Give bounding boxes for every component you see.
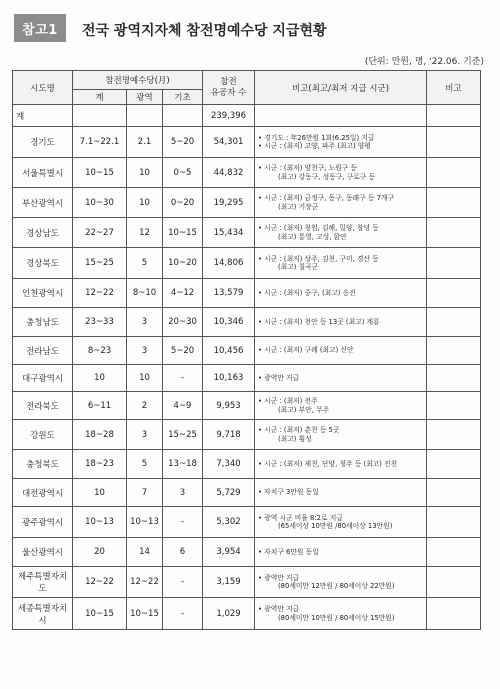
recipients-cell: 15,434 <box>203 218 255 248</box>
remark-line: • 자치구 6만원 동일 <box>258 547 319 556</box>
note-cell <box>427 450 481 479</box>
remark-line: • 자치구 3만원 동일 <box>258 488 319 497</box>
table-row <box>13 337 481 365</box>
remark-cell <box>255 420 427 450</box>
note-cell <box>427 598 481 630</box>
note-cell <box>427 337 481 365</box>
remark-cell <box>255 127 427 158</box>
metro-cell: 12~22 <box>127 567 163 598</box>
basic-cell: 13~18 <box>163 450 203 479</box>
metro-cell: 10~13 <box>127 507 163 538</box>
remark-line: (최고) 횡성 <box>278 434 312 443</box>
note-cell <box>427 507 481 538</box>
recipients-cell: 10,346 <box>203 308 255 337</box>
remark-line: • 시군 : (최저) 고양, 파주 (최고) 양평 <box>258 142 371 150</box>
note-cell <box>427 248 481 279</box>
region-cell: 경기도 <box>13 127 73 158</box>
header-allowance-group: 참전명예수당(月) <box>73 71 203 90</box>
metro-cell: 2.1 <box>127 127 163 158</box>
remark-line: • 광역만 지급 <box>258 573 300 582</box>
total-cell: 10~13 <box>73 507 127 538</box>
remark-cell <box>255 392 427 420</box>
table-row <box>13 420 481 450</box>
note-cell <box>427 218 481 248</box>
recipients-cell: 1,029 <box>203 598 255 630</box>
basic-cell: 3 <box>163 479 203 507</box>
metro-cell: 12 <box>127 218 163 248</box>
note-cell <box>427 365 481 392</box>
header-metro: 광역 <box>127 90 163 105</box>
table-row <box>13 365 481 392</box>
region-cell: 인천광역시 <box>13 279 73 308</box>
recipients-cell: 9,718 <box>203 420 255 450</box>
total-row <box>13 105 481 127</box>
remark-cell <box>255 279 427 308</box>
region-cell: 대구광역시 <box>13 365 73 392</box>
basic-cell: - <box>163 567 203 598</box>
allowance-table <box>12 70 481 630</box>
total-cell: 22~27 <box>73 218 127 248</box>
remark-cell <box>255 158 427 188</box>
document-header <box>10 8 490 44</box>
basic-cell: 20~30 <box>163 308 203 337</box>
basic-cell: 5~20 <box>163 337 203 365</box>
note-cell <box>427 479 481 507</box>
remark-cell <box>255 218 427 248</box>
remark-line: • 시군 : (최저) 창원, 김해, 밀양, 창녕 등 <box>258 224 379 233</box>
remark-line: (80세미만 10만원 / 80세이상 15만원) <box>278 613 395 622</box>
recipients-cell: 5,302 <box>203 507 255 538</box>
remark-cell <box>255 308 427 337</box>
remark-line: (최고) 칠곡군 <box>278 263 319 271</box>
table-body <box>13 105 481 630</box>
note-cell <box>427 279 481 308</box>
remark-line: (65세이상 10만원 /80세이상 13만원) <box>278 522 393 530</box>
metro-cell: 3 <box>127 337 163 365</box>
region-cell: 부산광역시 <box>13 188 73 218</box>
total-row-recipients: 239,396 <box>203 105 255 127</box>
basic-cell: 0~5 <box>163 158 203 188</box>
recipients-cell: 3,954 <box>203 538 255 567</box>
region-cell: 충청남도 <box>13 308 73 337</box>
basic-cell: 4~9 <box>163 392 203 420</box>
remark-line: • 광역만 지급 <box>258 605 300 614</box>
region-cell: 서울특별시 <box>13 158 73 188</box>
recipients-cell: 9,953 <box>203 392 255 420</box>
total-cell: 10~15 <box>73 158 127 188</box>
region-cell: 전라북도 <box>13 392 73 420</box>
basic-cell: 4~12 <box>163 279 203 308</box>
table-row <box>13 598 481 630</box>
header-total: 계 <box>73 90 127 105</box>
remark-line: (80세미만 12만원 / 80세이상 22만원) <box>278 582 395 590</box>
total-cell: 7.1~22.1 <box>73 127 127 158</box>
total-cell: 10~30 <box>73 188 127 218</box>
metro-cell: 5 <box>127 248 163 279</box>
total-cell: 12~22 <box>73 279 127 308</box>
remark-cell <box>255 567 427 598</box>
table-row <box>13 538 481 567</box>
recipients-cell: 10,163 <box>203 365 255 392</box>
basic-cell: 0~20 <box>163 188 203 218</box>
recipients-cell: 10,456 <box>203 337 255 365</box>
basic-cell: 6 <box>163 538 203 567</box>
header-remark: 비고(최고/최저 지급 시군) <box>255 71 427 105</box>
metro-cell: 7 <box>127 479 163 507</box>
recipients-cell: 3,159 <box>203 567 255 598</box>
region-cell: 광주광역시 <box>13 507 73 538</box>
metro-cell: 14 <box>127 538 163 567</box>
table-row <box>13 188 481 218</box>
remark-cell <box>255 479 427 507</box>
remark-cell <box>255 337 427 365</box>
note-cell <box>427 308 481 337</box>
remark-cell <box>255 598 427 630</box>
recipients-cell: 19,295 <box>203 188 255 218</box>
note-cell <box>427 158 481 188</box>
basic-cell: - <box>163 365 203 392</box>
header-region: 시도명 <box>13 71 73 105</box>
remark-cell <box>255 507 427 538</box>
metro-cell: 2 <box>127 392 163 420</box>
metro-cell: 10 <box>127 188 163 218</box>
table-row <box>13 127 481 158</box>
remark-cell <box>255 248 427 279</box>
basic-cell: 15~25 <box>163 420 203 450</box>
remark-line: (최고) 부안, 무주 <box>278 405 330 414</box>
remark-line: • 시군 : (최저) 상주, 김천, 구미, 경산 등 <box>258 254 379 263</box>
table-row <box>13 567 481 598</box>
table-row <box>13 158 481 188</box>
remark-line: (최고) 기장군 <box>278 202 319 211</box>
header-recipients: 참전 유공자 수 <box>203 71 255 105</box>
note-cell <box>427 567 481 598</box>
total-cell: 18~23 <box>73 450 127 479</box>
total-cell: 10 <box>73 365 127 392</box>
region-cell: 울산광역시 <box>13 538 73 567</box>
remark-line: • 시군 : (최저) 제천, 단양, 청주 등 (최고) 진천 <box>258 459 398 468</box>
total-cell: 23~33 <box>73 308 127 337</box>
page-title: 전국 광역지자체 참전명예수당 지급현황 <box>82 23 327 39</box>
remark-line: • 시군 : (최저) 전주 <box>258 397 318 406</box>
note-cell <box>427 420 481 450</box>
recipients-cell: 44,832 <box>203 158 255 188</box>
remark-cell <box>255 365 427 392</box>
total-cell: 15~25 <box>73 248 127 279</box>
metro-cell: 3 <box>127 308 163 337</box>
total-cell: 10 <box>73 479 127 507</box>
recipients-cell: 14,806 <box>203 248 255 279</box>
remark-cell <box>255 188 427 218</box>
remark-line: (최고) 통영, 고성, 함안 <box>278 232 347 241</box>
remark-line: • 시군 : (최저) 천안 등 13곳 (최고) 계룡 <box>258 317 380 326</box>
note-cell <box>427 188 481 218</box>
recipients-cell: 7,340 <box>203 450 255 479</box>
table-row <box>13 279 481 308</box>
remark-line: • 시군 : (최저) 춘천 등 5곳 <box>258 426 340 435</box>
table-row <box>13 248 481 279</box>
remark-cell <box>255 450 427 479</box>
total-cell: 20 <box>73 538 127 567</box>
table-row <box>13 308 481 337</box>
remark-line: • 시군 : (최저) 중구, (최고) 옹진 <box>258 288 356 297</box>
metro-cell: 10~15 <box>127 598 163 630</box>
recipients-cell: 54,301 <box>203 127 255 158</box>
region-cell: 전라남도 <box>13 337 73 365</box>
table-row <box>13 507 481 538</box>
basic-cell: 10~20 <box>163 248 203 279</box>
remark-line: • 시군 : (최저) 양천구, 노원구 등 <box>258 164 357 173</box>
total-cell: 6~11 <box>73 392 127 420</box>
metro-cell: 10 <box>127 158 163 188</box>
total-cell: 8~23 <box>73 337 127 365</box>
region-cell: 제주특별자치도 <box>13 567 73 598</box>
remark-line: • 광역 시군 비율 8:2로 지급 <box>258 513 343 522</box>
region-cell: 충청북도 <box>13 450 73 479</box>
metro-cell: 5 <box>127 450 163 479</box>
total-cell: 18~28 <box>73 420 127 450</box>
table-row <box>13 450 481 479</box>
total-row-label: 계 <box>13 105 73 127</box>
note-cell <box>427 127 481 158</box>
remark-line: • 시군 : (최저) 구례 (최고) 신안 <box>258 346 354 355</box>
remark-cell <box>255 538 427 567</box>
remark-line: • 광역만 지급 <box>258 373 300 382</box>
remark-line: • 경기도 : 年26만원 1회(6.25일) 지급 <box>258 133 375 142</box>
note-cell <box>427 538 481 567</box>
metro-cell: 3 <box>127 420 163 450</box>
region-cell: 대전광역시 <box>13 479 73 507</box>
basic-cell: - <box>163 598 203 630</box>
table-row <box>13 392 481 420</box>
header-basic: 기초 <box>163 90 203 105</box>
note-cell <box>427 392 481 420</box>
header-note: 비고 <box>427 71 481 105</box>
reference-tag: 참고1 <box>14 14 66 42</box>
remark-line: (최고) 강동구, 성동구, 구로구 등 <box>278 172 376 181</box>
region-cell: 경상북도 <box>13 248 73 279</box>
basic-cell: 10~15 <box>163 218 203 248</box>
region-cell: 세종특별자치시 <box>13 598 73 630</box>
region-cell: 강원도 <box>13 420 73 450</box>
unit-note: (단위: 만원, 명, '22.06. 기준) <box>364 57 484 67</box>
region-cell: 경상남도 <box>13 218 73 248</box>
recipients-cell: 5,729 <box>203 479 255 507</box>
basic-cell: - <box>163 507 203 538</box>
total-cell: 10~15 <box>73 598 127 630</box>
table-row <box>13 479 481 507</box>
total-cell: 12~22 <box>73 567 127 598</box>
metro-cell: 10 <box>127 365 163 392</box>
metro-cell: 8~10 <box>127 279 163 308</box>
remark-line: • 시군 : (최저) 금정구, 동구, 동래구 등 7개구 <box>258 194 395 203</box>
basic-cell: 5~20 <box>163 127 203 158</box>
recipients-cell: 13,579 <box>203 279 255 308</box>
table-row <box>13 218 481 248</box>
